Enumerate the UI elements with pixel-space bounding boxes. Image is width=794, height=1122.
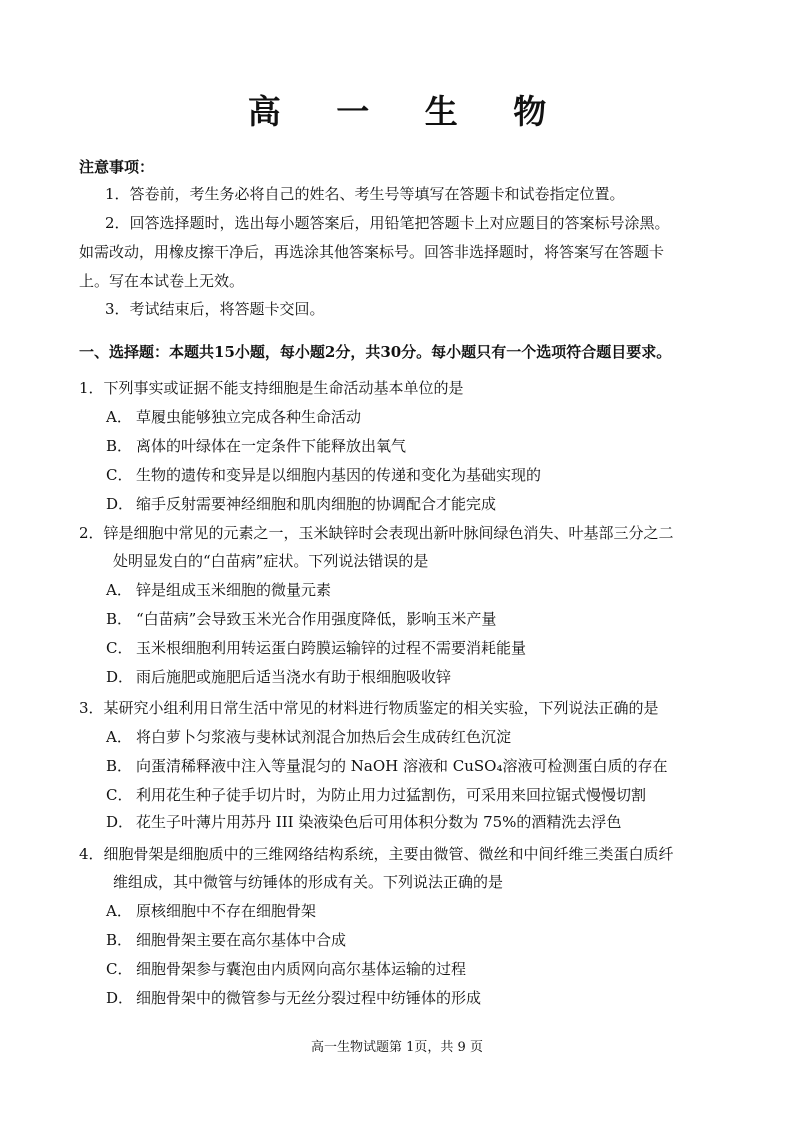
option-b bbox=[106, 756, 667, 776]
option-d bbox=[106, 667, 451, 687]
option-c bbox=[106, 959, 466, 979]
option-text: 锌是组成玉米细胞的微量元素 bbox=[136, 581, 332, 599]
option-d bbox=[106, 494, 496, 514]
option-c bbox=[106, 785, 646, 805]
option-d bbox=[106, 812, 621, 832]
option-letter: B． bbox=[106, 757, 133, 775]
option-text: 花生子叶薄片用苏丹 III 染液染色后可用体积分数为 75%的酒精洗去浮色 bbox=[136, 813, 622, 831]
option-letter: B． bbox=[106, 931, 133, 949]
option-text: 玉米根细胞利用转运蛋白跨膜运输锌的过程不需要消耗能量 bbox=[136, 639, 527, 657]
question-stem-continuation: 维组成，其中微管与纺锤体的形成有关。下列说法正确的是 bbox=[113, 873, 504, 891]
question-stem: 3．某研究小组利用日常生活中常见的材料进行物质鉴定的相关实验，下列说法正确的是 bbox=[79, 699, 659, 717]
option-text: “白苗病”会导致玉米光合作用强度降低，影响玉米产量 bbox=[136, 610, 497, 628]
notice-item: 3．考试结束后，将答题卡交回。 bbox=[105, 300, 325, 318]
option-letter: C． bbox=[106, 639, 133, 657]
option-letter: A． bbox=[106, 408, 132, 426]
option-d bbox=[106, 988, 481, 1008]
option-text: 细胞骨架参与囊泡由内质网向高尔基体运输的过程 bbox=[136, 960, 467, 978]
option-a bbox=[106, 901, 316, 921]
question-stem: 4．细胞骨架是细胞质中的三维网络结构系统，主要由微管、微丝和中间纤维三类蛋白质纤 bbox=[79, 845, 674, 863]
option-letter: C． bbox=[106, 960, 133, 978]
page-title: 高 一 生 物 bbox=[247, 92, 569, 131]
option-text: 离体的叶绿体在一定条件下能释放出氧气 bbox=[136, 437, 407, 455]
option-letter: C． bbox=[106, 786, 133, 804]
option-a bbox=[106, 727, 511, 747]
option-text: 缩手反射需要神经细胞和肌肉细胞的协调配合才能完成 bbox=[136, 495, 497, 513]
question-stem-continuation: 处明显发白的“白苗病”症状。下列说法错误的是 bbox=[113, 552, 429, 570]
option-text: 细胞骨架主要在高尔基体中合成 bbox=[136, 931, 347, 949]
option-text: 将白萝卜匀浆液与斐林试剂混合加热后会生成砖红色沉淀 bbox=[136, 728, 512, 746]
option-text: 细胞骨架中的微管参与无丝分裂过程中纺锤体的形成 bbox=[136, 989, 482, 1007]
notice-item: 2．回答选择题时，选出每小题答案后，用铅笔把答题卡上对应题目的答案标号涂黑。 bbox=[105, 214, 670, 232]
option-letter: B． bbox=[106, 437, 133, 455]
option-letter: A． bbox=[106, 728, 132, 746]
option-letter: D． bbox=[106, 989, 134, 1007]
section-heading: 一、选择题：本题共15小题，每小题2分，共30分。每小题只有一个选项符合题目要求。 bbox=[79, 343, 672, 361]
notice-heading: 注意事项： bbox=[79, 158, 155, 176]
question-stem: 1．下列事实或证据不能支持细胞是生命活动基本单位的是 bbox=[79, 379, 464, 397]
option-letter: D． bbox=[106, 813, 134, 831]
option-letter: D． bbox=[106, 668, 134, 686]
option-b bbox=[106, 436, 406, 456]
notice-item-continuation: 如需改动，用橡皮擦干净后，再选涂其他答案标号。回答非选择题时，将答案写在答题卡 bbox=[79, 243, 665, 261]
option-letter: C． bbox=[106, 466, 133, 484]
option-b bbox=[106, 609, 496, 629]
option-b bbox=[106, 930, 346, 950]
notice-item: 1．答卷前，考生务必将自己的姓名、考生号等填写在答题卡和试卷指定位置。 bbox=[105, 185, 625, 203]
option-letter: A． bbox=[106, 902, 132, 920]
option-letter: B． bbox=[106, 610, 133, 628]
option-text: 向蛋清稀释液中注入等量混匀的 NaOH 溶液和 CuSO₄溶液可检测蛋白质的存在 bbox=[136, 757, 668, 775]
option-a bbox=[106, 407, 361, 427]
option-letter: A． bbox=[106, 581, 132, 599]
option-a bbox=[106, 580, 331, 600]
option-text: 生物的遗传和变异是以细胞内基因的传递和变化为基础实现的 bbox=[136, 466, 542, 484]
option-c bbox=[106, 465, 541, 485]
option-text: 利用花生种子徒手切片时，为防止用力过猛割伤，可采用来回拉锯式慢慢切割 bbox=[136, 786, 647, 804]
option-letter: D． bbox=[106, 495, 134, 513]
option-text: 草履虫能够独立完成各种生命活动 bbox=[136, 408, 362, 426]
notice-item-continuation: 上。写在本试卷上无效。 bbox=[79, 272, 245, 290]
page-footer: 高一生物试题第 1页，共 9 页 bbox=[311, 1040, 483, 1055]
option-c bbox=[106, 638, 526, 658]
option-text: 原核细胞中不存在细胞骨架 bbox=[136, 902, 317, 920]
option-text: 雨后施肥或施肥后适当浇水有助于根细胞吸收锌 bbox=[136, 668, 452, 686]
question-stem: 2．锌是细胞中常见的元素之一，玉米缺锌时会表现出新叶脉间绿色消失、叶基部三分之二 bbox=[79, 524, 674, 542]
